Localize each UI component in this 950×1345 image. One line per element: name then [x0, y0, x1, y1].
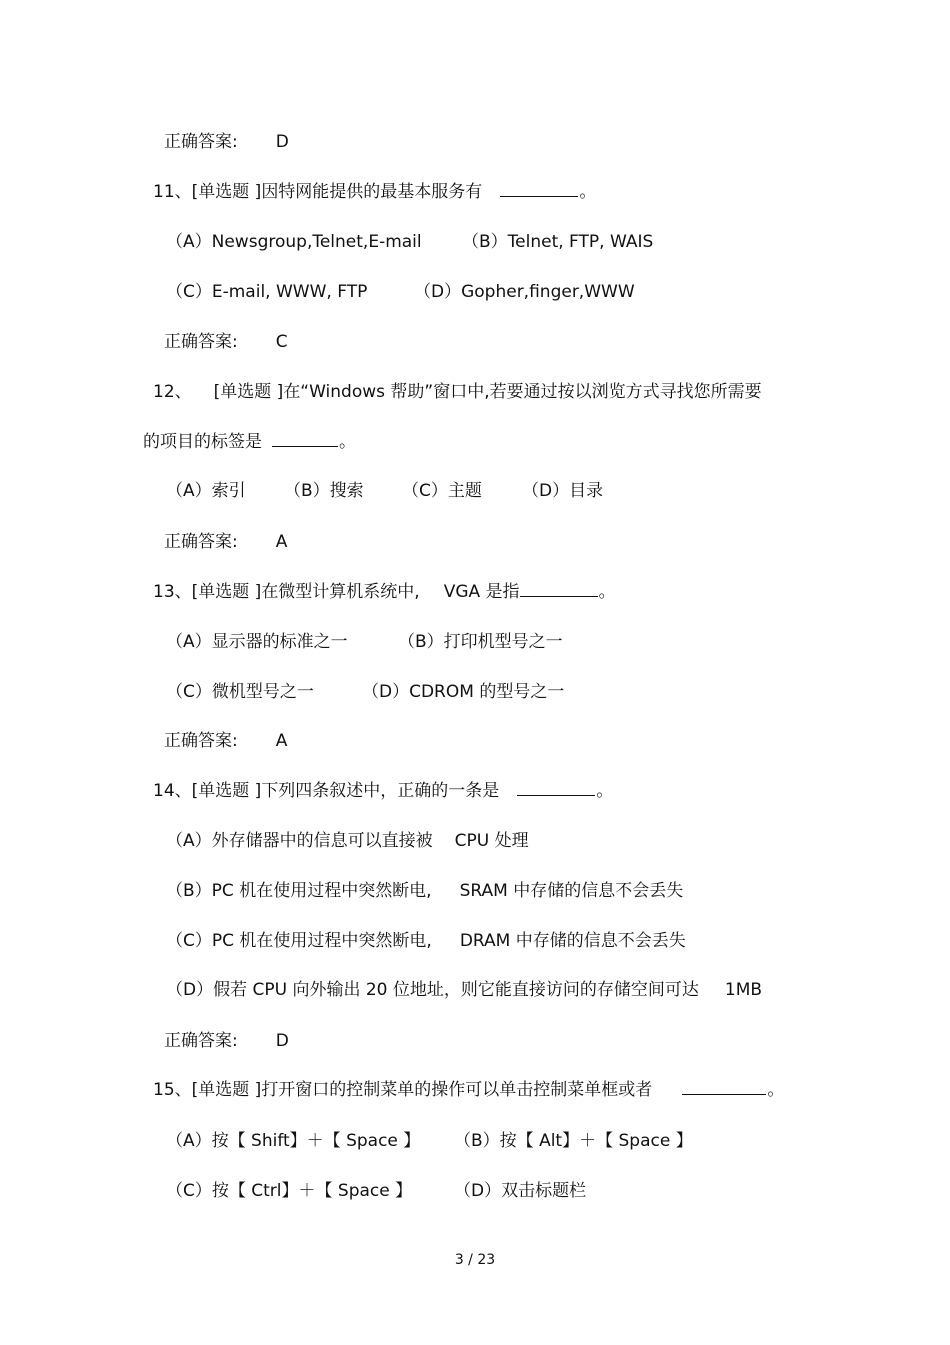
question-number: 11、	[153, 182, 192, 202]
answer-label: 正确答案:	[164, 332, 238, 352]
option-b: （B）按【 Alt】＋【 Space 】	[454, 1131, 693, 1151]
question-14	[153, 779, 613, 803]
option-c: （C）按【 Ctrl】＋【 Space 】	[166, 1181, 413, 1201]
question-text: 在微型计算机系统中,	[261, 582, 420, 602]
question-end: 。	[598, 582, 616, 602]
answer-blank	[682, 1080, 766, 1095]
question-end: 。	[767, 1080, 785, 1100]
question-number: 13、	[153, 582, 192, 602]
answer-value: A	[275, 532, 288, 552]
option-c: （C）E-mail, WWW, FTP	[166, 282, 368, 302]
answer-label: 正确答案:	[164, 132, 238, 152]
option-d: （D）假若 CPU 向外输出 20 位地址，则它能直接访问的存储空间可达	[166, 980, 699, 1000]
answer-blank	[520, 582, 598, 597]
option-row	[166, 978, 762, 1002]
option-a: （A）索引	[166, 481, 246, 501]
question-type: [单选题 ]	[191, 781, 262, 801]
option-row	[398, 630, 563, 654]
option-row	[414, 280, 635, 304]
question-11	[153, 180, 596, 204]
question-12-cont	[143, 430, 356, 454]
answer-blank	[500, 182, 578, 197]
option-d-cont: 1MB	[724, 980, 763, 1000]
option-row	[166, 680, 314, 704]
answer-row-q12	[164, 530, 287, 554]
question-text: 打开窗口的控制菜单的操作可以单击控制菜单框或者	[261, 1080, 653, 1100]
answer-blank	[517, 781, 595, 796]
page-number: 3 / 23	[454, 1252, 496, 1268]
answer-value: C	[275, 332, 288, 352]
question-15	[153, 1078, 784, 1102]
option-row	[166, 280, 367, 304]
option-b-cont: SRAM 中存储的信息不会丢失	[459, 881, 684, 901]
option-d: （D）双击标题栏	[454, 1181, 587, 1201]
option-row	[166, 929, 686, 953]
answer-row-q10	[164, 130, 289, 154]
option-c-cont: DRAM 中存储的信息不会丢失	[459, 931, 686, 951]
question-12	[153, 380, 762, 404]
option-a: （A）显示器的标准之一	[166, 632, 348, 652]
answer-row-q14	[164, 1029, 289, 1053]
question-type: [单选题 ]	[213, 382, 284, 402]
option-row	[166, 1129, 420, 1153]
option-row	[284, 479, 364, 503]
option-row	[454, 1129, 693, 1153]
question-end: 。	[596, 781, 614, 801]
option-d: （D）CDROM 的型号之一	[362, 682, 565, 702]
option-a: （A）外存储器中的信息可以直接被	[166, 831, 433, 851]
question-number: 14、	[153, 781, 192, 801]
option-row	[166, 1179, 412, 1203]
option-b: （B）PC 机在使用过程中突然断电,	[166, 881, 432, 901]
answer-value: D	[275, 132, 289, 152]
question-number: 12、	[153, 382, 192, 402]
option-d: （D）目录	[522, 481, 604, 501]
answer-value: A	[275, 731, 288, 751]
option-b: （B）打印机型号之一	[398, 632, 563, 652]
question-text-b: VGA 是指	[443, 582, 520, 602]
question-text-cont: 的项目的标签是	[143, 432, 262, 452]
option-a: （A）按【 Shift】＋【 Space 】	[166, 1131, 421, 1151]
option-row	[454, 1179, 586, 1203]
option-d: （D）Gopher,finger,WWW	[414, 282, 635, 302]
question-end: 。	[579, 182, 597, 202]
question-number: 15、	[153, 1080, 192, 1100]
option-row	[166, 479, 246, 503]
question-end: 。	[339, 432, 356, 452]
answer-label: 正确答案:	[164, 731, 238, 751]
option-b: （B）Telnet, FTP, WAIS	[462, 232, 654, 252]
question-type: [单选题 ]	[191, 182, 262, 202]
option-c: （C）微机型号之一	[166, 682, 314, 702]
question-text: 在“Windows 帮助”窗口中,若要通过按以浏览方式寻找您所需要	[283, 382, 762, 402]
option-a-cont: CPU 处理	[454, 831, 529, 851]
question-text: 因特网能提供的最基本服务有	[261, 182, 483, 202]
question-13	[153, 580, 616, 604]
question-text: 下列四条叙述中，正确的一条是	[261, 781, 500, 801]
question-type: [单选题 ]	[191, 1080, 262, 1100]
question-type: [单选题 ]	[191, 582, 262, 602]
option-row	[522, 479, 603, 503]
answer-row-q11	[164, 330, 288, 354]
option-row	[462, 230, 653, 254]
answer-label: 正确答案:	[164, 1031, 238, 1051]
option-row	[166, 630, 348, 654]
answer-blank	[272, 432, 338, 447]
option-c: （C）PC 机在使用过程中突然断电,	[166, 931, 432, 951]
option-row	[166, 230, 422, 254]
option-row	[166, 879, 683, 903]
option-row	[402, 479, 482, 503]
answer-value: D	[275, 1031, 289, 1051]
option-b: （B）搜索	[284, 481, 364, 501]
answer-row-q13	[164, 729, 287, 753]
answer-label: 正确答案:	[164, 532, 238, 552]
option-row	[166, 829, 529, 853]
option-c: （C）主题	[402, 481, 482, 501]
option-a: （A）Newsgroup,Telnet,E-mail	[166, 232, 422, 252]
option-row	[362, 680, 564, 704]
